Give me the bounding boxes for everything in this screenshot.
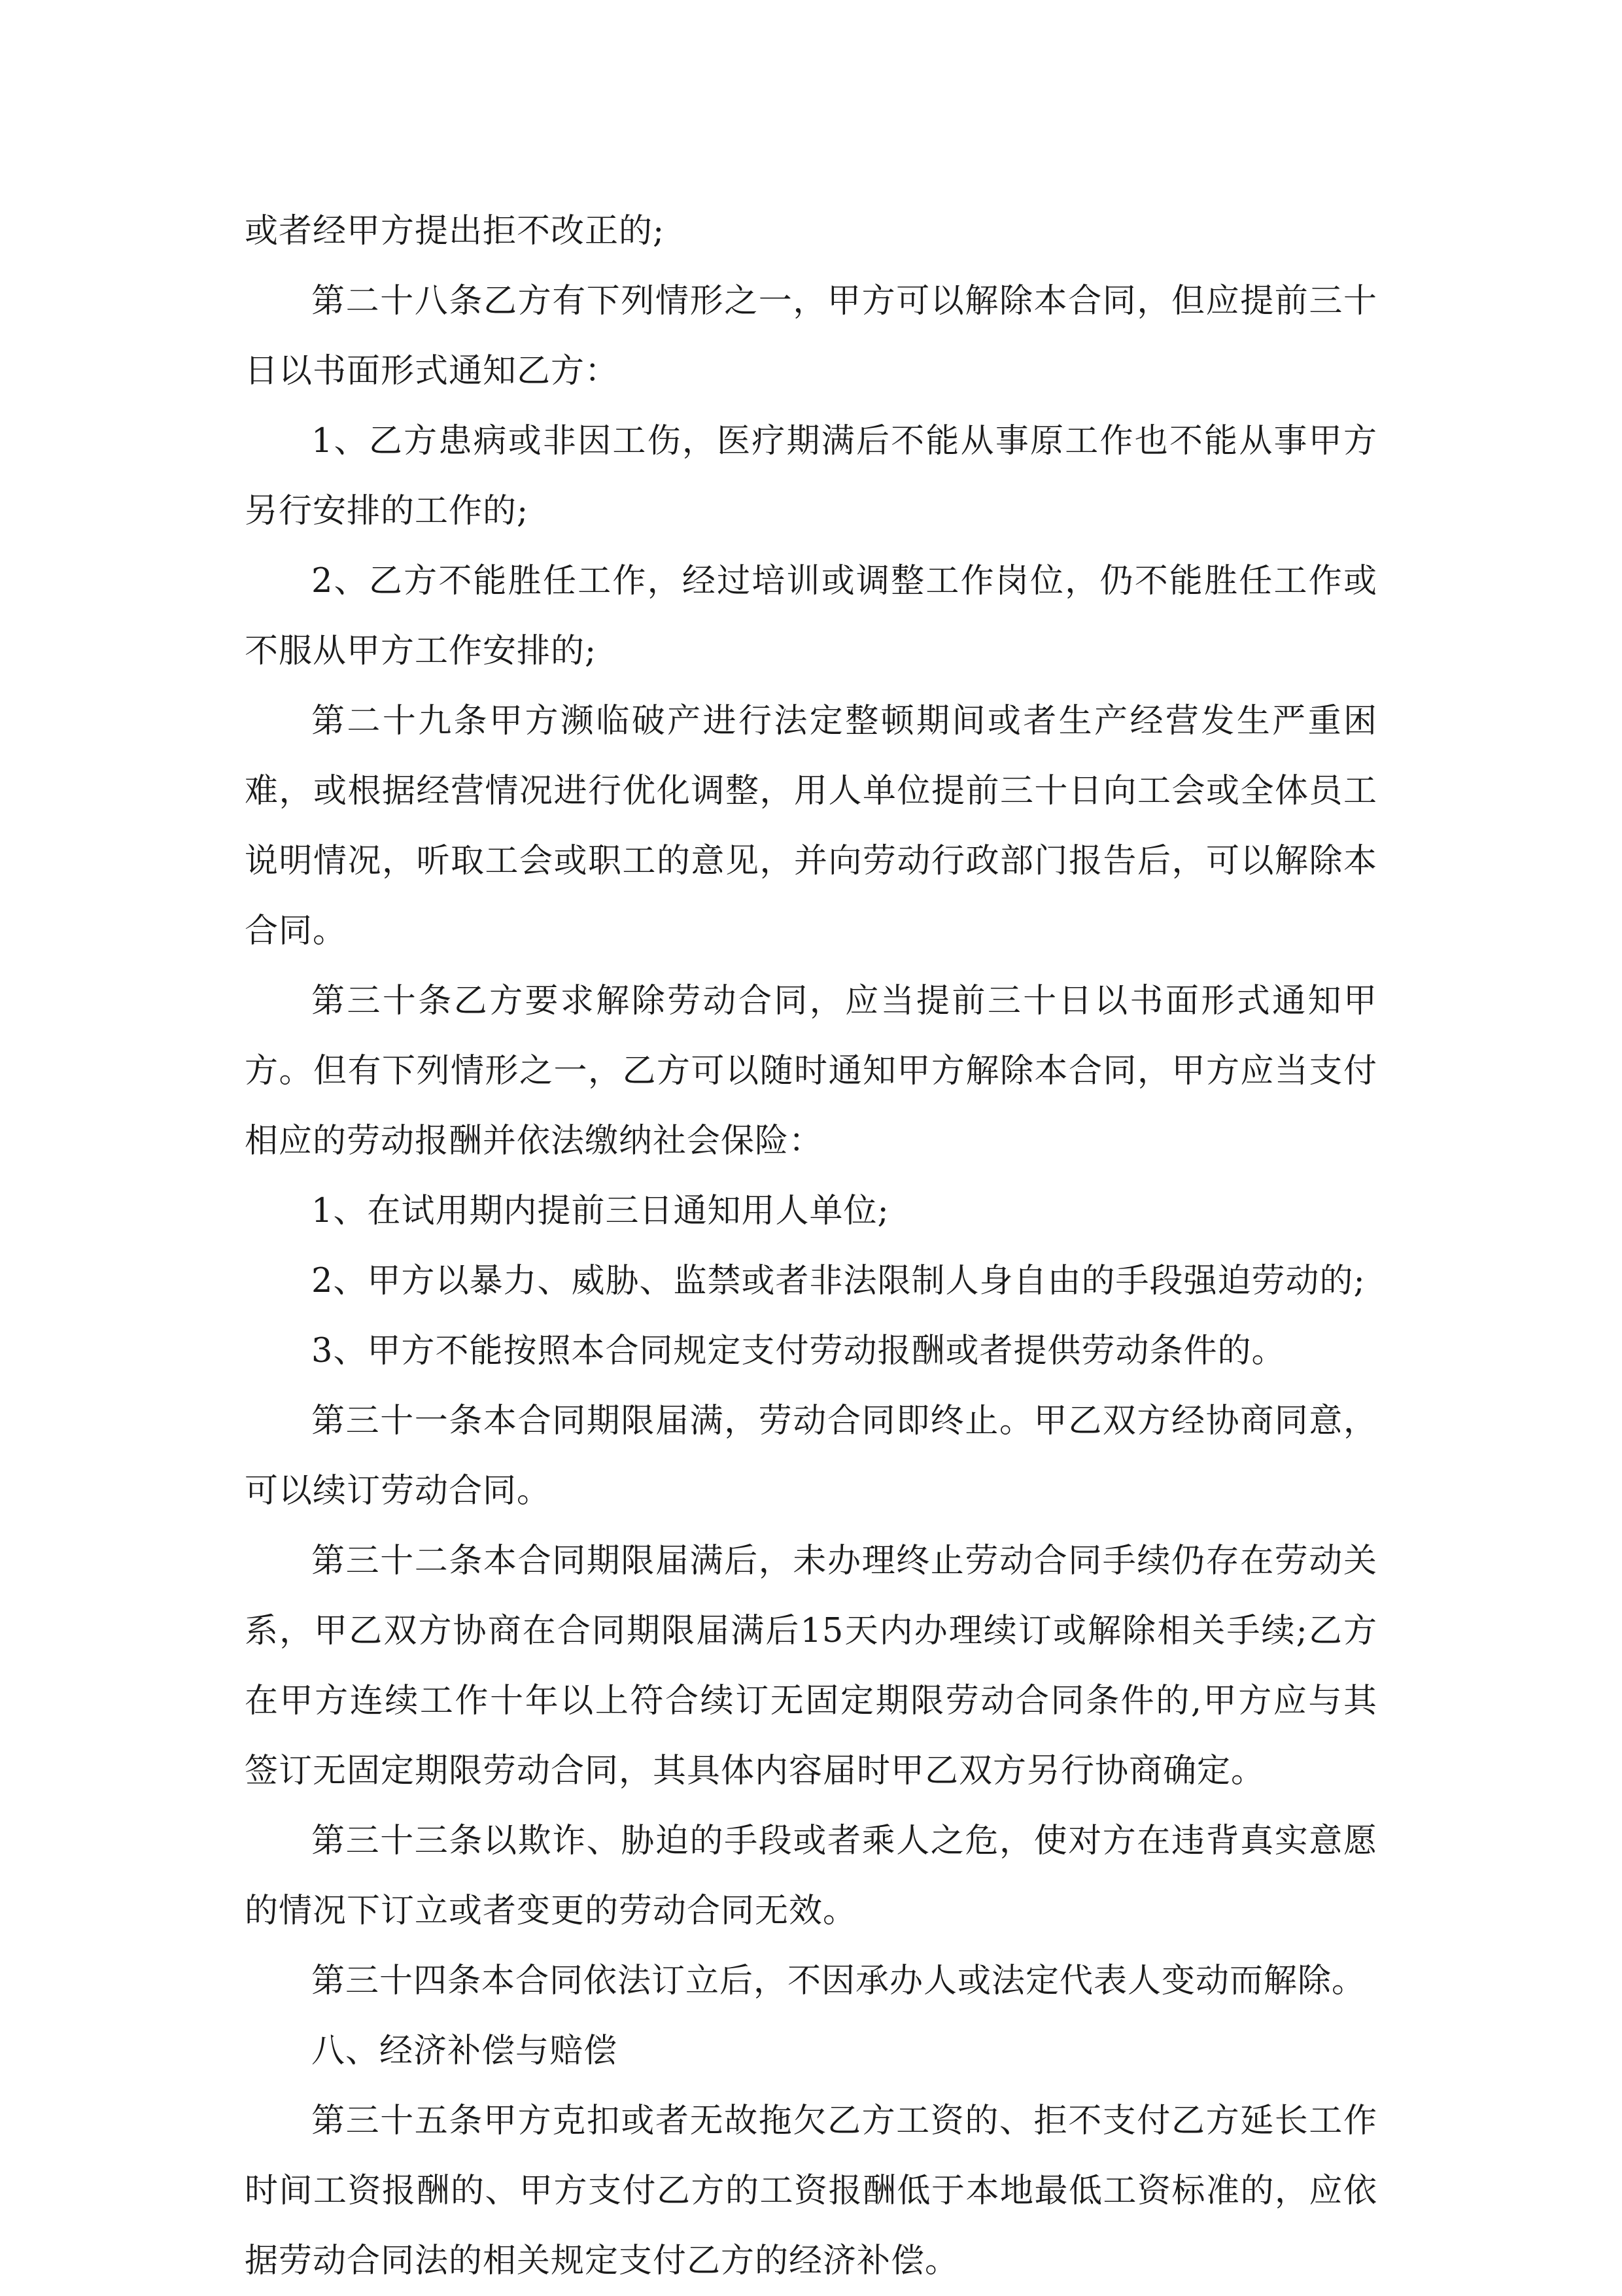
paragraph-continuation: 或者经甲方提出拒不改正的; [245, 212, 665, 251]
paragraph-article-30: 第三十条乙方要求解除劳动合同，应当提前三十日以书面形式通知甲方。但有下列情形之一，乙方可以随时通知甲方解除本合同，甲方应当支付相应的劳动报酬并依法缴纳社会保险： [245, 982, 1377, 1160]
paragraph-article-34: 第三十四条本合同依法订立后，不因承办人或法定代表人变动而解除。 [311, 1962, 1366, 2000]
paragraph-article-31: 第三十一条本合同期限届满，劳动合同即终止。甲乙双方经协商同意，可以续订劳动合同。 [245, 1402, 1377, 1510]
paragraph-article-30-item-2: 2、甲方以暴力、威胁、监禁或者非法限制人身自由的手段强迫劳动的; [311, 1262, 1366, 1300]
paragraph-article-33: 第三十三条以欺诈、胁迫的手段或者乘人之危，使对方在违背真实意愿的情况下订立或者变更的劳动合同无效。 [245, 1822, 1377, 1930]
paragraph-article-29: 第二十九条甲方濒临破产进行法定整顿期间或者生产经营发生严重困难，或根据经营情况进行优化调整，用人单位提前三十日向工会或全体员工说明情况，听取工会或职工的意见，并向劳动行政部门报告后，可以解除本合同。 [245, 702, 1377, 950]
section-heading-compensation: 八、经济补偿与赔偿 [311, 2032, 618, 2070]
paragraph-article-35: 第三十五条甲方克扣或者无故拖欠乙方工资的、拒不支付乙方延长工作时间工资报酬的、甲方支付乙方的工资报酬低于本地最低工资标准的，应依据劳动合同法的相关规定支付乙方的经济补偿。 [245, 2102, 1377, 2280]
paragraph-article-30-item-1: 1、在试用期内提前三日通知用人单位; [311, 1192, 889, 1230]
paragraph-article-28-item-1: 1、乙方患病或非因工伤，医疗期满后不能从事原工作也不能从事甲方另行安排的工作的; [245, 422, 1377, 531]
document-body [245, 196, 1377, 2296]
paragraph-article-30-item-3: 3、甲方不能按照本合同规定支付劳动报酬或者提供劳动条件的。 [311, 1332, 1286, 1370]
paragraph-article-28: 第二十八条乙方有下列情形之一，甲方可以解除本合同，但应提前三十日以书面形式通知乙方： [245, 282, 1377, 391]
paragraph-article-32: 第三十二条本合同期限届满后，未办理终止劳动合同手续仍存在劳动关系，甲乙双方协商在合同期限届满后15天内办理续订或解除相关手续;乙方在甲方连续工作十年以上符合续订无固定期限劳动合同条件的,甲方应与其签订无固定期限劳动合同，其具体内容届时甲乙双方另行协商确定。 [245, 1542, 1377, 1790]
paragraph-article-28-item-2: 2、乙方不能胜任工作，经过培训或调整工作岗位，仍不能胜任工作或不服从甲方工作安排的; [245, 562, 1377, 670]
